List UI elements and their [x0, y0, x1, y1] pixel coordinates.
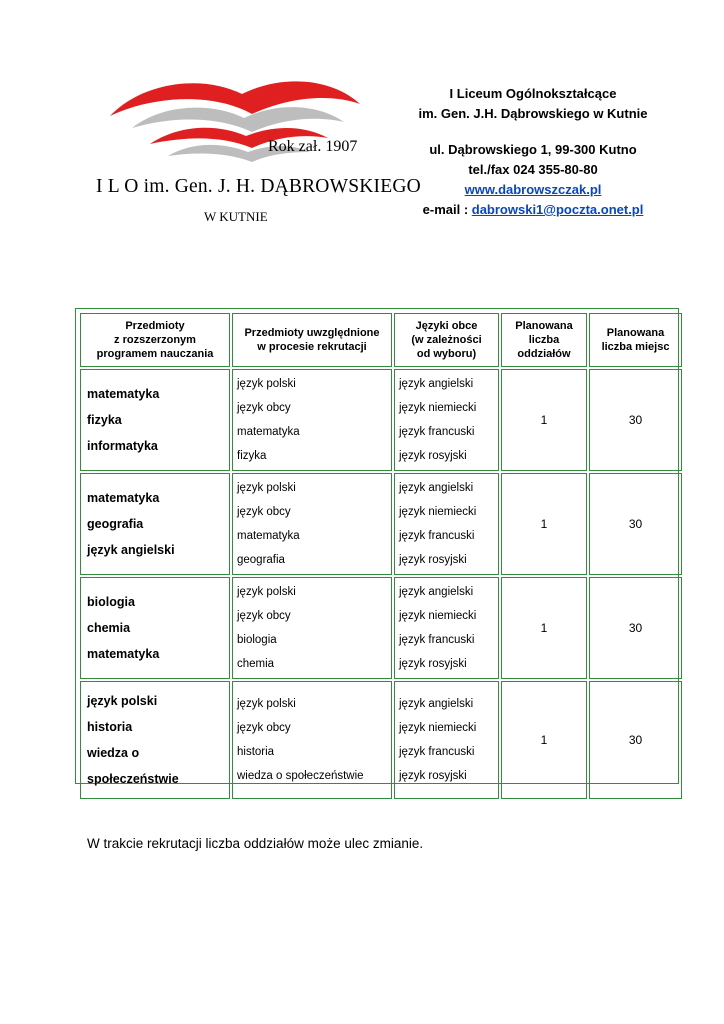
- row-subjects: język polski historia wiedza o społeczeństwie: [80, 681, 230, 799]
- contact-block: [388, 84, 678, 220]
- row-classes-count: 1: [501, 473, 587, 575]
- founded-year: Rok zał. 1907: [268, 138, 358, 155]
- email-link[interactable]: dabrowski1@poczta.onet.pl: [471, 202, 644, 217]
- header-places: Planowana liczba miejsc: [589, 313, 682, 367]
- row-recruit-subjects: język polski język obcy matematyka fizyka: [232, 369, 392, 471]
- recruitment-note: W trakcie rekrutacji liczba oddziałów może ulec zmianie.: [87, 836, 424, 851]
- table-row: [80, 369, 682, 471]
- header-subjects: Przedmioty z rozszerzonym programem nauczania: [80, 313, 230, 367]
- header-recruit: Przedmioty uwzględnione w procesie rekrutacji: [232, 313, 392, 367]
- table-row: [80, 473, 682, 575]
- row-subjects: biologia chemia matematyka: [80, 577, 230, 679]
- email-line: [388, 200, 678, 220]
- row-classes-count: 1: [501, 369, 587, 471]
- recruitment-table: [75, 308, 679, 784]
- school-city: W KUTNIE: [204, 209, 268, 224]
- table-header-row: [80, 313, 682, 367]
- contact-address: ul. Dąbrowskiego 1, 99-300 Kutno: [429, 142, 637, 157]
- school-name: I L O im. Gen. J. H. DĄBROWSKIEGO: [96, 176, 421, 197]
- row-languages: język angielski język niemiecki język francuski język rosyjski: [394, 473, 499, 575]
- flag-wings-icon: [92, 72, 382, 172]
- row-recruit-subjects: język polski język obcy matematyka geografia: [232, 473, 392, 575]
- row-places-count: 30: [589, 369, 682, 471]
- row-places-count: 30: [589, 577, 682, 679]
- row-languages: język angielski język niemiecki język francuski język rosyjski: [394, 681, 499, 799]
- row-languages: język angielski język niemiecki język francuski język rosyjski: [394, 369, 499, 471]
- school-logo: [92, 72, 421, 232]
- row-languages: język angielski język niemiecki język francuski język rosyjski: [394, 577, 499, 679]
- row-subjects: matematyka geografia język angielski: [80, 473, 230, 575]
- row-classes-count: 1: [501, 577, 587, 679]
- contact-phone: tel./fax 024 355-80-80: [468, 162, 598, 177]
- contact-school-line1: I Liceum Ogólnokształcące: [449, 86, 617, 101]
- row-subjects: matematyka fizyka informatyka: [80, 369, 230, 471]
- table-row: [80, 577, 682, 679]
- row-recruit-subjects: język polski język obcy biologia chemia: [232, 577, 392, 679]
- contact-school-line2: im. Gen. J.H. Dąbrowskiego w Kutnie: [418, 106, 648, 121]
- table-row: [80, 681, 682, 799]
- email-label: e-mail :: [422, 202, 472, 217]
- website-link[interactable]: www.dabrowszczak.pl: [464, 182, 602, 197]
- header-languages: Języki obce (w zależności od wyboru): [394, 313, 499, 367]
- row-places-count: 30: [589, 473, 682, 575]
- row-recruit-subjects: język polski język obcy historia wiedza o społeczeństwie: [232, 681, 392, 799]
- row-classes-count: 1: [501, 681, 587, 799]
- row-places-count: 30: [589, 681, 682, 799]
- header-classes: Planowana liczba oddziałów: [501, 313, 587, 367]
